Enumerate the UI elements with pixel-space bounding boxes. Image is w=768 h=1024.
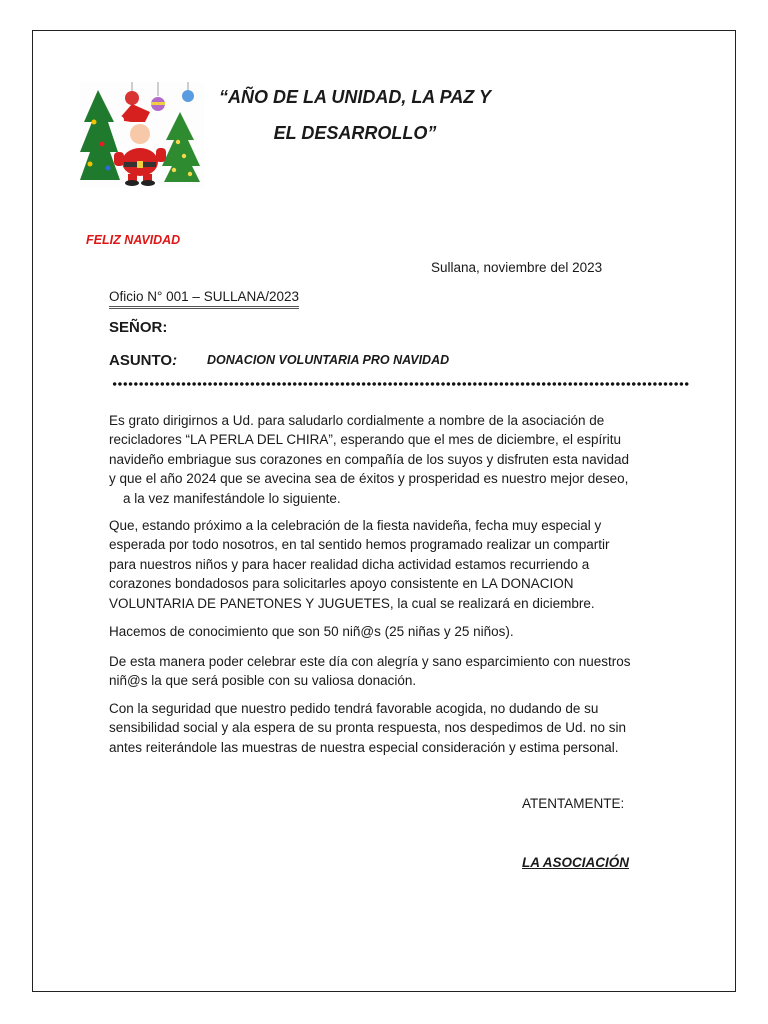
subject-label [109,352,177,369]
paragraph-line: esperada por todo nosotros, en tal sentido hemos programado realizar un compartir [109,537,610,553]
paragraph-line: Hacemos de conocimiento que son 50 niñ@s (25 niñas y 25 niños). [109,624,514,639]
recipient-label: SEÑOR: [109,319,168,336]
paragraph-line: Con la seguridad que nuestro pedido tendrá favorable acogida, no dudando de su [109,701,599,716]
paragraph-line: sensibilidad social y ala espera de su pronta respuesta, nos despedimos de Ud. no sin [109,720,627,736]
paragraph-line: corazones bondadosos para solicitarles apoyo consistente en LA DONACION [109,576,574,592]
document-motto-line-2: EL DESARROLLO” [273,123,437,143]
subject-colon: : [172,352,178,369]
place-and-date: Sullana, noviembre del 2023 [431,260,603,275]
body-paragraph-4 [109,652,664,691]
subject-label-text: ASUNTO [109,352,173,369]
paragraph-line: recicladores “LA PERLA DEL CHIRA”, esperando que el mes de diciembre, el espíritu [109,432,621,448]
body-paragraph-2 [109,516,664,613]
paragraph-line: a la vez manifestándole lo siguiente. [123,490,341,506]
closing-text: ATENTAMENTE: [522,796,625,811]
paragraph-line: Es grato dirigirnos a Ud. para saludarlo cordialmente a nombre de la asociación de [109,413,605,428]
paragraph-line: VOLUNTARIA DE PANETONES Y JUGUETES, la cual se realizará en diciembre. [109,595,595,611]
body-paragraph-1 [109,411,664,508]
paragraph-line: navideño embriague sus corazones en compañía de los suyos y disfruten esta navidad [109,451,630,467]
body-paragraph-3 [109,622,664,641]
subject-value: DONACION VOLUNTARIA PRO NAVIDAD [207,353,450,367]
santa-claus-christmas-trees-image [80,82,204,188]
paragraph-line: para nuestros niños y para hacer realidad dicha actividad estamos recurriendo a [109,556,590,572]
dotted-separator [112,381,690,387]
paragraph-line: Que, estando próximo a la celebración de la fiesta navideña, fecha muy especial y [109,518,602,533]
signature-association: LA ASOCIACIÓN [522,855,629,870]
christmas-greeting: FELIZ NAVIDAD [86,233,181,247]
body-paragraph-5 [109,699,664,757]
document-reference: Oficio N° 001 – SULLANA/2023 [109,289,299,309]
paragraph-line: De esta manera poder celebrar este día con alegría y sano esparcimiento con nuestros [109,654,631,669]
paragraph-line: niñ@s la que será posible con su valiosa donación. [109,673,417,689]
paragraph-line: antes reiterándole las muestras de nuestra especial consideración y estima personal. [109,739,619,755]
paragraph-line: y que el año 2024 que se avecina sea de éxitos y prosperidad es nuestro mejor deseo, [109,471,629,487]
document-motto-line-1: “AÑO DE LA UNIDAD, LA PAZ Y [218,87,491,107]
